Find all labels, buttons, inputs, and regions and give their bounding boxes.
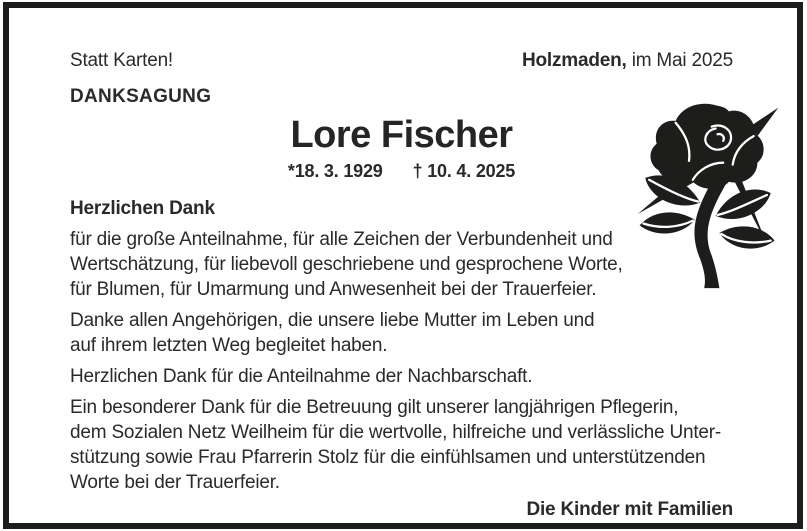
paragraph-thanks-family — [70, 308, 733, 358]
pre-note: Statt Karten! — [70, 50, 174, 71]
text-line: Danke allen Angehörigen, die unsere liebe Mutter im Leben und — [70, 310, 595, 331]
text-line: für Blumen, für Umarmung und Anwesenheit bei der Trauerfeier. — [70, 279, 597, 300]
text-line: Herzlichen Dank für die Anteilnahme der Nachbarschaft. — [70, 366, 533, 387]
salutation: Herzlichen Dank — [70, 198, 215, 219]
paragraph-thanks-caregivers — [70, 395, 733, 495]
place-and-date — [522, 48, 733, 73]
top-line — [70, 48, 733, 73]
text-line: auf ihrem letzten Weg begleitet haben. — [70, 335, 388, 356]
text-line: dem Sozialen Netz Weilheim für die wertvolle, hilfreiche und verlässliche Unter- — [70, 422, 722, 443]
birth-date: *18. 3. 1929 — [287, 161, 383, 181]
death-date: † 10. 4. 2025 — [412, 161, 516, 181]
signoff: Die Kinder mit Familien — [526, 499, 733, 520]
place-label: Holzmaden, — [522, 50, 627, 71]
rose-icon — [632, 97, 784, 293]
danksagung-heading: DANKSAGUNG — [70, 86, 212, 107]
text-line: Ein besonderer Dank für die Betreuung gilt unserer langjährigen Pflegerin, — [70, 397, 679, 418]
deceased-name: Lore Fischer — [290, 114, 513, 156]
text-line: Wertschätzung, für liebevoll geschriebene und gesprochene Worte, — [70, 254, 623, 275]
month-label: im Mai 2025 — [626, 50, 733, 71]
text-line: für die große Anteilnahme, für alle Zeichen der Verbundenheit und — [70, 229, 613, 250]
paragraph-thanks-neighbours — [70, 364, 733, 389]
text-line: Worte bei der Trauerfeier. — [70, 472, 280, 493]
text-line: stützung sowie Frau Pfarrerin Stolz für die einfühlsamen und unterstützenden — [70, 447, 706, 468]
